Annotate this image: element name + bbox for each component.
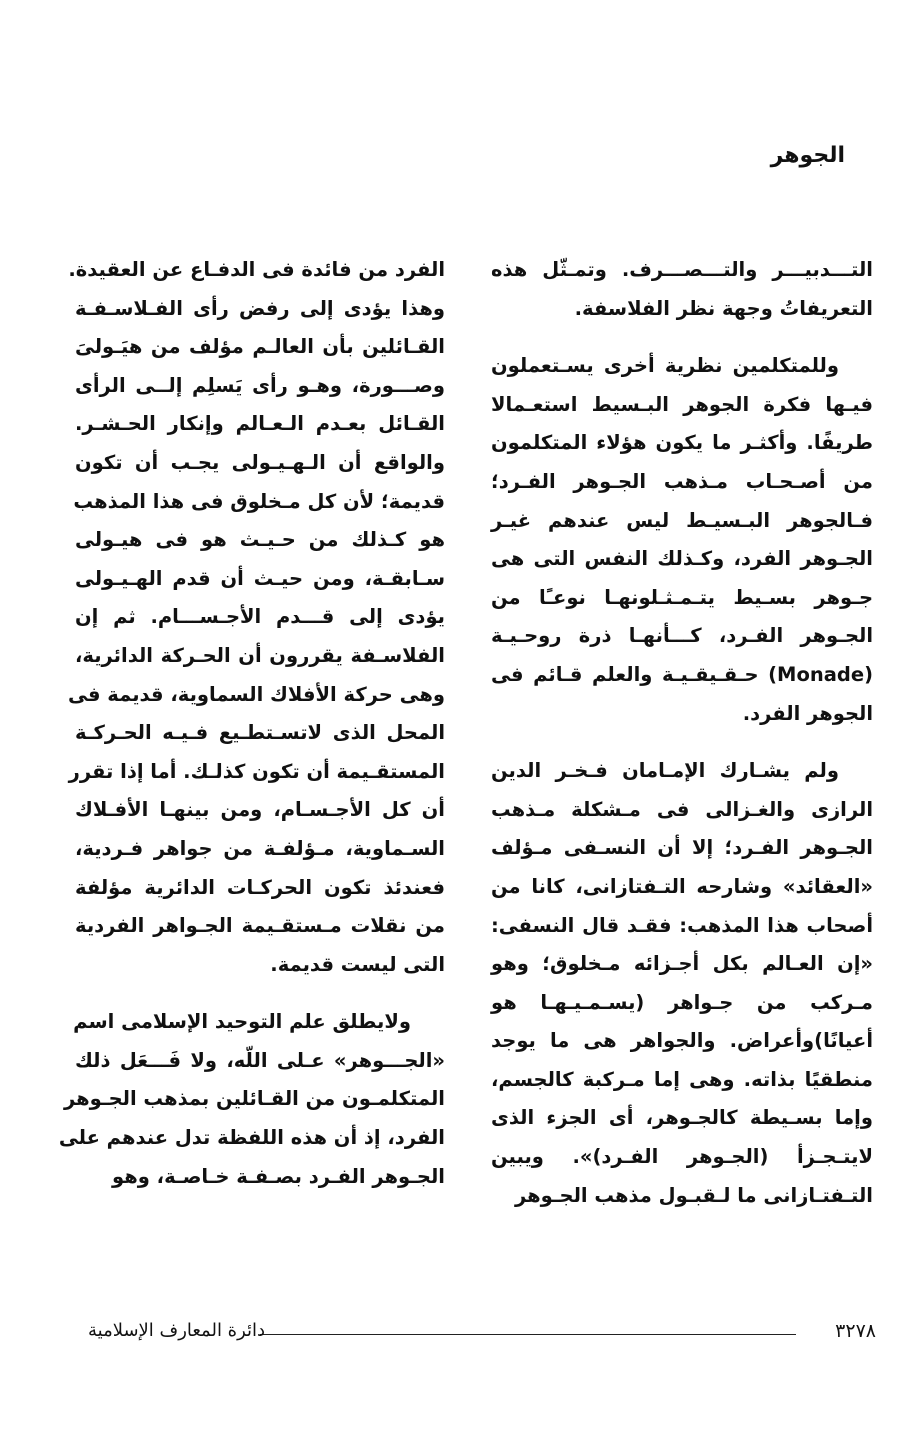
text-line: وللمتكلمين نظرية أخرى يسـتعملون [491, 354, 839, 378]
text-line: وإما بسـيطة كالجـوهر، أى الجزء الذى [491, 1106, 873, 1130]
text-line: أن كل الأجـسـام، ومن بينهـا الأفـلاك [75, 798, 445, 822]
text-line: ولايطلق علم التوحيد الإسلامى اسم [73, 1010, 411, 1034]
paragraph [491, 347, 873, 733]
text-line: التعريفاتُ وجهة نظر الفلاسفة. [574, 296, 873, 320]
text-line: فعندئذ تكون الحركـات الدائرية مؤلفة [75, 875, 445, 899]
publication-title: دائرة المعارف الإسلامية [88, 1320, 266, 1341]
paragraph [491, 752, 873, 1215]
text-line: وهذا يؤدى إلى رفض رأى الفـلاسـفـة [75, 296, 445, 320]
paragraph [68, 251, 445, 984]
text-line: وصـــورة، وهـو رأى يَسلِم إلــى الرأى [75, 373, 445, 397]
text-line: ولم يشـارك الإمـامان فـخـر الدين [491, 759, 839, 783]
text-line: «الجـــوهر» عـلى اللّه، ولا فَـــعَل ذلك [75, 1048, 445, 1072]
text-line: الجوهر الفرد. [742, 701, 873, 725]
text-line: والواقع أن الـهـيـولى يجـب أن تكون [75, 450, 445, 474]
text-line: أصحاب هذا المذهب: فقـد قال النسفى: [491, 913, 873, 937]
text-line: فيـها فكرة الجوهر البـسيط استعـمالا [491, 392, 873, 416]
text-line: المتكلمـون من القـائلين بمذهب الجـوهر [64, 1087, 445, 1111]
text-line: الجـوهر الفرد، وكـذلك النفس التى هى [491, 547, 873, 571]
text-line: القـائل بعـدم الـعـالم وإنكار الحـشـر. [75, 412, 445, 436]
text-line: منطقيًا بذاته. وهى إما مـركبة كالجسم، [491, 1067, 873, 1091]
text-line: الجـوهر الفـرد؛ إلا أن النسـفى مـؤلف [491, 836, 873, 860]
text-line: المستقـيمة أن تكون كذلـك. أما إذا تقرر [68, 759, 445, 783]
text-line: الفلاسـفة يقررون أن الحـركة الدائرية، [75, 643, 445, 667]
text-line: الفرد، إذ أن هذه اللفظة تدل عندهم على [58, 1126, 445, 1150]
text-line: لايتـجـزأ (الجـوهر الفـرد)». ويبين [491, 1145, 873, 1169]
page-number: ٣٢٧٨ [835, 1320, 876, 1342]
text-line: الرازى والغـزالى فى مـشكلة مـذهب [491, 797, 873, 821]
text-line: قديمة؛ لأن كل مـخلوق فى هذا المذهب [73, 489, 445, 513]
text-line: هو كـذلك من حـيـث هو فى هيـولى [75, 528, 445, 552]
text-line: يؤدى إلى قـــدم الأجـســـام. ثم إن [75, 605, 445, 629]
text-line: سـابقـة، ومن حيـث أن قدم الهـيـولى [75, 566, 445, 590]
text-line: فـالجوهر البـسيـط ليس عندهم غيـر [491, 508, 873, 532]
running-header: الجوهر [770, 143, 845, 168]
paragraph [491, 251, 873, 328]
text-line: التـفتـازانى ما لـقبـول مذهب الجـوهر [514, 1183, 873, 1207]
text-line: من أصـحـاب مـذهب الجـوهر الفـرد؛ [491, 469, 873, 493]
text-line: التـــدبيـــر والتـــصـــرف. وتمـثّل هذه [491, 258, 873, 281]
text-line: الجـوهر الفـرد بصـفـة خـاصـة، وهو [112, 1164, 445, 1188]
paragraph [58, 1003, 445, 1196]
text-line: السـماوية، مـؤلفـة من جواهر فـردية، [75, 836, 445, 860]
text-line: المحل الذى لاتسـتطـيع فـيـه الحـركـة [75, 721, 445, 745]
text-line: القـائلين بأن العالـم مؤلف من هيَـولىَ [75, 335, 445, 359]
text-line: الفرد من فائدة فى الدفـاع عن العقيدة. [68, 258, 445, 281]
footer-rule [260, 1334, 796, 1335]
left-column [58, 251, 445, 1215]
right-column [491, 251, 873, 1234]
page-footer [88, 1320, 876, 1348]
text-line: «إن العـالم بكل أجـزائه مـخلوق؛ وهو [491, 952, 873, 976]
text-line: التى ليست قديمة. [270, 952, 445, 976]
text-line: أعيانًا)وأعراض. والجواهر هى ما يوجد [491, 1029, 873, 1053]
text-line: (Monade) حـقـيقـيـة والعلم قـائم فى [491, 662, 873, 686]
text-line: «العقائد» وشارحه التـفتازانى، كانا من [491, 874, 873, 898]
text-line: مـركب من جـواهر (يسـمـيـهـا هو [491, 990, 873, 1014]
text-line: طريفًا. وأكثـر ما يكون هؤلاء المتكلمون [491, 431, 873, 455]
text-line: الجـوهر الفـرد، كـــأنهـا ذرة روحـيـة [491, 624, 873, 648]
text-line: من نقلات مـستقـيمة الجـواهر الفردية [75, 914, 445, 938]
text-line: وهى حركة الأفلاك السماوية، قديمة فى [68, 682, 445, 706]
text-line: جـوهر بسـيط يتـمـثـلونهـا نوعـًا من [491, 585, 873, 609]
